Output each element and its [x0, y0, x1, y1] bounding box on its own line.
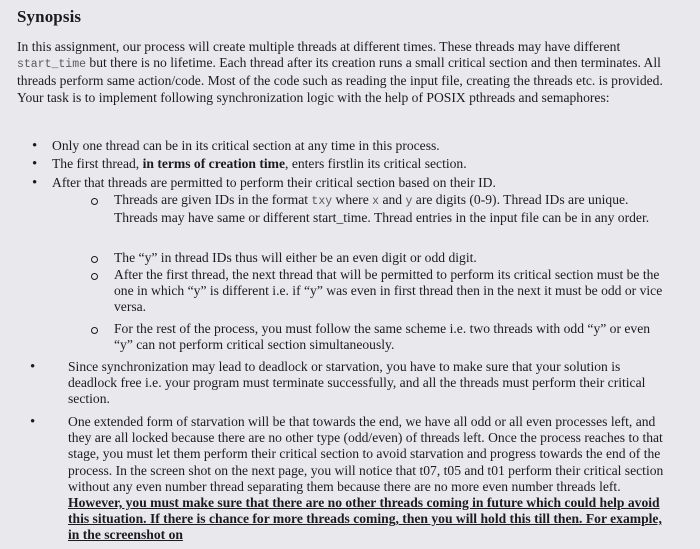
bullet-dot: •	[32, 175, 38, 191]
x-code: x	[372, 195, 380, 208]
starvation-text: One extended form of starvation will be that towards the end, we have all odd or all even processes left, and they are all locked because there are no other type (odd/even) of threads left. Once the process reaches to that stage, you must let them perform their critical section to avoid starvation and progress towards the end of the process. In the screen shot on the next page, you will notice that t07, t05 and t01 perform their critical section without any even number thread separating them because there are no more even number threads left.	[68, 414, 664, 494]
bullet-text-start: The first thread,	[52, 156, 143, 171]
bullet-item-first-thread	[52, 156, 672, 172]
bullet-dot: •	[32, 156, 38, 172]
sub-bullet-thread-ids	[114, 192, 666, 226]
sub-bullet-circle	[91, 273, 98, 280]
y-code: y	[405, 195, 413, 208]
sub-bullet-rest-of-process: For the rest of the process, you must follow the same scheme i.e. two threads with odd “y” or even “y” can not perform critical section simultaneously.	[114, 321, 651, 353]
sub-bullet-circle	[91, 327, 98, 334]
starvation-emphasis: However, you must make sure that there are no other threads coming in future which could help avoid this situation. If there is chance for more threads coming, then you will hold this till then. For example, in the screenshot on	[68, 495, 662, 543]
bullet-dot: •	[32, 138, 38, 154]
bullet-item-after-that: After that threads are permitted to perform their critical section based on their ID.	[52, 175, 496, 190]
bullet-dot: •	[30, 359, 36, 375]
intro-text-end: but there is no lifetime. Each thread after its creation runs a small critical section and then terminates. All threads perform same action/code. Most of the code such as reading the input file, creating the threads etc. is provided. Your task is to implement following synchronization logic with the help of POSIX pthreads and semaphores:	[17, 55, 663, 105]
sub-text: where	[332, 192, 373, 207]
intro-text-start: In this assignment, our process will create multiple threads at different times. These threads may have different	[17, 39, 621, 54]
bullet-bold-text: in terms of creation time	[142, 156, 286, 171]
sub-bullet-next-thread: After the first thread, the next thread that will be permitted to perform its critical section must be the one in which “y” is different i.e. if “y” was even in first thread then in the next it must be odd or vice versa.	[114, 267, 663, 315]
sub-text-start: Threads are given IDs in the format	[114, 192, 312, 207]
sub-text-end: are digits (0-9). Thread IDs are unique. Threads may have same or different start_time. Thread entries in the input file can be in any order.	[114, 192, 650, 226]
sub-text: and	[379, 192, 406, 207]
bullet-dot: •	[30, 414, 36, 430]
start-time-code: start_time	[17, 58, 87, 72]
txy-code: txy	[311, 195, 333, 208]
sub-bullet-circle	[91, 198, 98, 205]
section-title: Synopsis	[17, 7, 82, 26]
bullet-item-deadlock: Since synchronization may lead to deadlock or starvation, you have to make sure that your solution is deadlock free i.e. your program must terminate successfully, and all the threads must perform their critical section.	[68, 359, 646, 407]
bullet-text-end: , enters firstlin its critical section.	[285, 156, 467, 171]
sub-bullet-even-odd: The “y” in thread IDs thus will either be an even digit or odd digit.	[114, 250, 477, 265]
intro-paragraph	[17, 39, 667, 106]
sub-bullet-circle	[91, 256, 98, 263]
bullet-item-starvation	[68, 414, 668, 544]
bullet-item-one-thread: Only one thread can be in its critical section at any time in this process.	[52, 138, 440, 153]
